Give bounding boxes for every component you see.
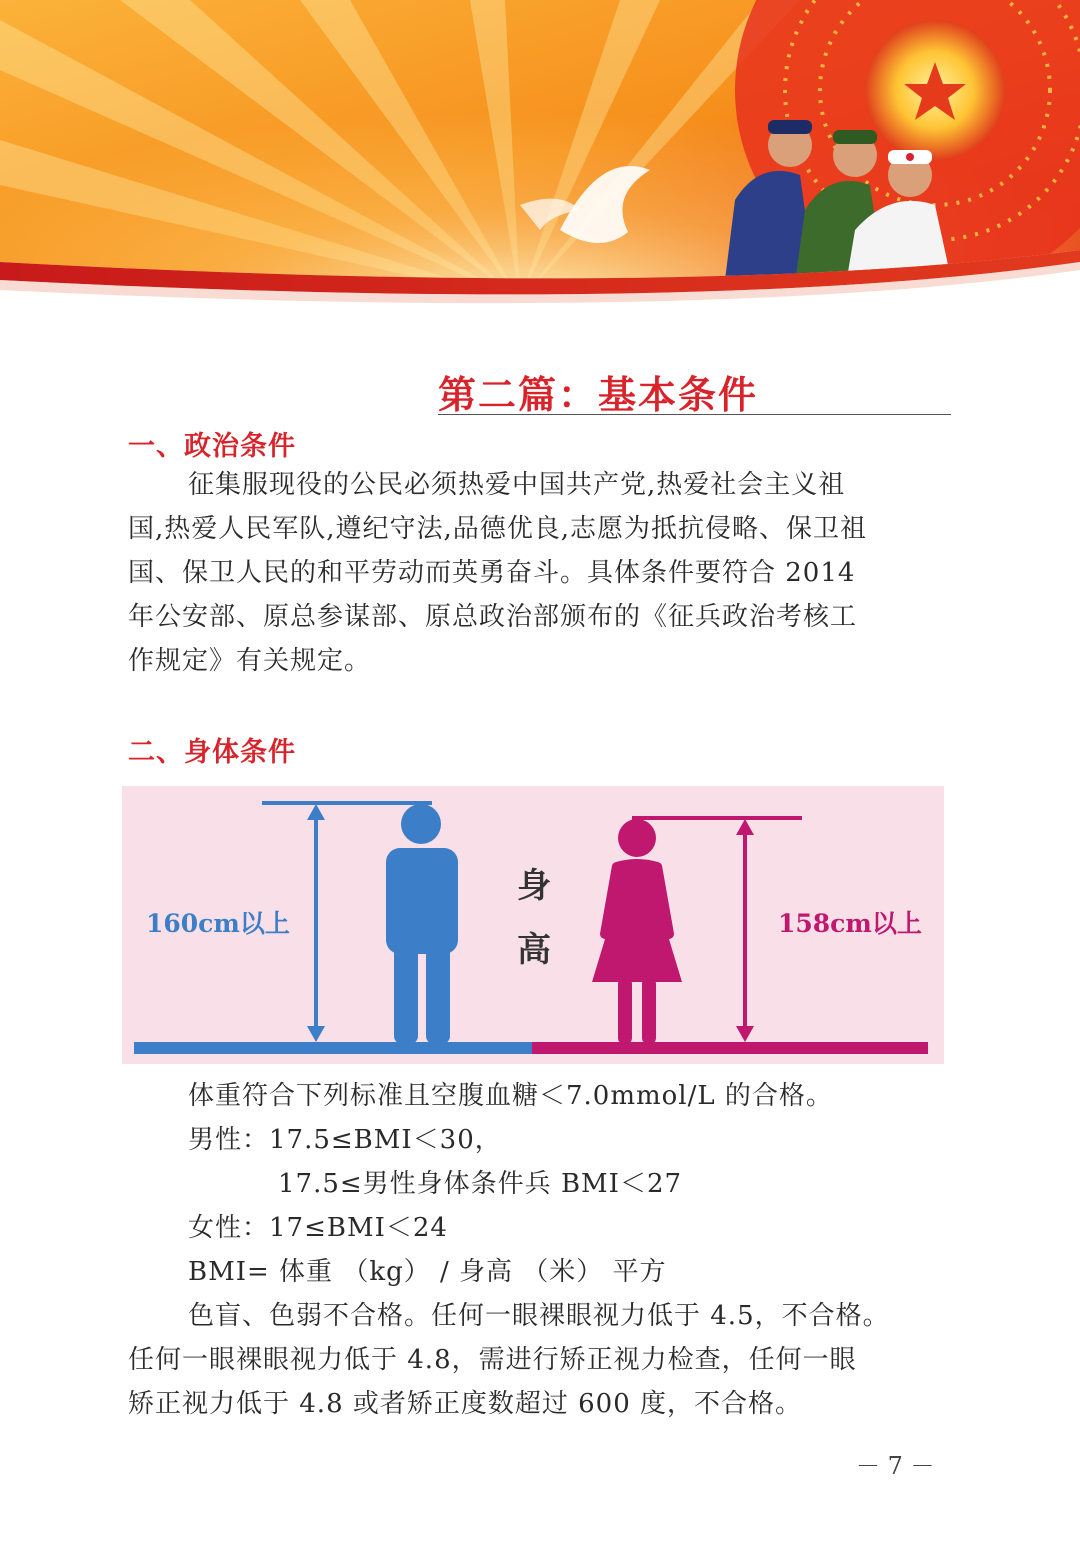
title-underline bbox=[438, 414, 951, 415]
section-heading-political: 一、政治条件 bbox=[128, 431, 296, 462]
header-banner bbox=[0, 0, 1080, 320]
male-height-label: 160cm以上 bbox=[146, 909, 290, 938]
page-number: － 7 － bbox=[856, 1452, 935, 1480]
section-heading-physical: 二、身体条件 bbox=[128, 737, 296, 768]
paragraph-line: 女性：17≤BMI＜24 bbox=[188, 1213, 448, 1243]
paragraph-line: 任何一眼裸眼视力低于 4.8，需进行矫正视力检查，任何一眼 bbox=[128, 1345, 857, 1375]
diagram-title-char: 身 bbox=[517, 866, 551, 906]
paragraph-line: 征集服现役的公民必须热爱中国共产党,热爱社会主义祖 bbox=[188, 470, 846, 500]
chapter-title: 第二篇：基本条件 bbox=[438, 373, 759, 417]
paragraph-line: 作规定》有关规定。 bbox=[128, 646, 372, 676]
female-height-label: 158cm以上 bbox=[778, 909, 922, 938]
paragraph-line: 色盲、色弱不合格。任何一眼裸眼视力低于 4.5，不合格。 bbox=[188, 1301, 890, 1331]
paragraph-line: 体重符合下列标准且空腹血糖＜7.0mmol/L 的合格。 bbox=[188, 1081, 833, 1111]
paragraph-line: 男性：17.5≤BMI＜30， bbox=[188, 1125, 502, 1155]
diagram-title-char: 高 bbox=[517, 930, 551, 970]
height-requirement-diagram bbox=[122, 786, 944, 1066]
paragraph-line: 矫正视力低于 4.8 或者矫正度数超过 600 度，不合格。 bbox=[128, 1389, 803, 1419]
paragraph-line: 国、保卫人民的和平劳动而英勇奋斗。具体条件要符合 2014 bbox=[128, 558, 856, 588]
paragraph-line: 17.5≤男性身体条件兵 BMI＜27 bbox=[278, 1169, 683, 1199]
paragraph-line: 年公安部、原总参谋部、原总政治部颁布的《征兵政治考核工 bbox=[128, 602, 858, 632]
paragraph-line: BMI= 体重 （kg） / 身高 （米） 平方 bbox=[188, 1257, 667, 1287]
paragraph-line: 国,热爱人民军队,遵纪守法,品德优良,志愿为抵抗侵略、保卫祖 bbox=[128, 514, 868, 544]
